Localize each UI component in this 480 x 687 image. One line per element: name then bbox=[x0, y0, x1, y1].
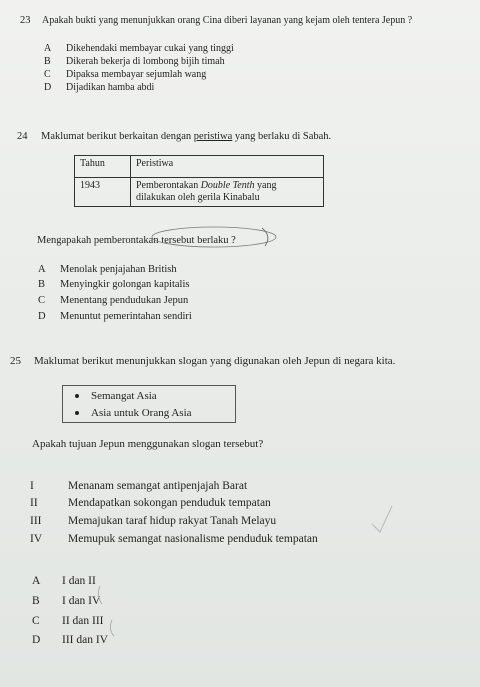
table-row bbox=[75, 178, 324, 207]
pencil-bracket-mark bbox=[262, 228, 268, 246]
question-stem: Maklumat berikut menunjukkan slogan yang digunakan oleh Jepun di negara kita. bbox=[34, 355, 396, 367]
bullet-icon bbox=[75, 411, 79, 415]
question-25-prompt: Apakah tujuan Jepun menggunakan slogan tersebut? bbox=[32, 438, 264, 450]
table-header-row bbox=[75, 156, 324, 178]
pencil-stroke-mark bbox=[110, 620, 114, 636]
question-number: 23 bbox=[20, 15, 31, 26]
table-cell-year: 1943 bbox=[75, 178, 131, 207]
question-number: 24 bbox=[17, 131, 28, 142]
table-header: Peristiwa bbox=[131, 156, 324, 178]
event-table bbox=[74, 155, 324, 207]
slogan-item: Asia untuk Orang Asia bbox=[75, 405, 192, 422]
table-cell-event: Pemberontakan Double Tenth yang dilakukan oleh gerila Kinabalu bbox=[131, 178, 324, 207]
table-header: Tahun bbox=[75, 156, 131, 178]
question-number: 25 bbox=[10, 355, 21, 367]
pencil-check-mark bbox=[372, 506, 392, 532]
slogan-box bbox=[62, 385, 236, 423]
bullet-icon bbox=[75, 394, 79, 398]
question-stem: Maklumat berikut berkaitan dengan peristiwa yang berlaku di Sabah. bbox=[41, 131, 332, 142]
exam-page: 23 Apakah bukti yang menunjukkan orang Cina diberi layanan yang kejam oleh tentera Jepun ? A Dikehendaki membayar cukai yang tinggi B Dikerah bekerja di lombong bijih timah C Dipaksa membayar sejumlah wang D Dijadikan hamba abdi 24 Maklumat berikut berkaitan dengan peristiwa yang berlaku di Sabah. Tahun Peristiwa 1943 Pemberontakan Double Tenth yang dilakukan oleh gerila Kinabalu Mengapakah pemberontakan tersebut berlaku ? A Menolak penjajahan British B Menyingkir golongan kapitalis C Menentang pendudukan Jepun D Menuntut pemerintahan sendiri 25 Maklumat berikut menunjukkan slogan yang digunakan oleh Jepun di negara kita. Semangat Asia Asia untuk Orang Asia Apakah tujuan Jepun menggunakan slogan tersebut? I Menanam semangat antipenjajah Barat II Mendapatkan sokongan penduduk tempatan III Memajukan taraf hidup rakyat Tanah Melayu IV Memupuk semangat nasionalisme penduduk tempatan A I dan II B I dan IV C II dan III D III dan IV bbox=[0, 0, 480, 687]
slogan-item: Semangat Asia bbox=[75, 388, 157, 405]
question-24-prompt: Mengapakah pemberontakan tersebut berlaku ? bbox=[37, 235, 236, 246]
question-stem: Apakah bukti yang menunjukkan orang Cina diberi layanan yang kejam oleh tentera Jepun ? bbox=[42, 15, 413, 26]
